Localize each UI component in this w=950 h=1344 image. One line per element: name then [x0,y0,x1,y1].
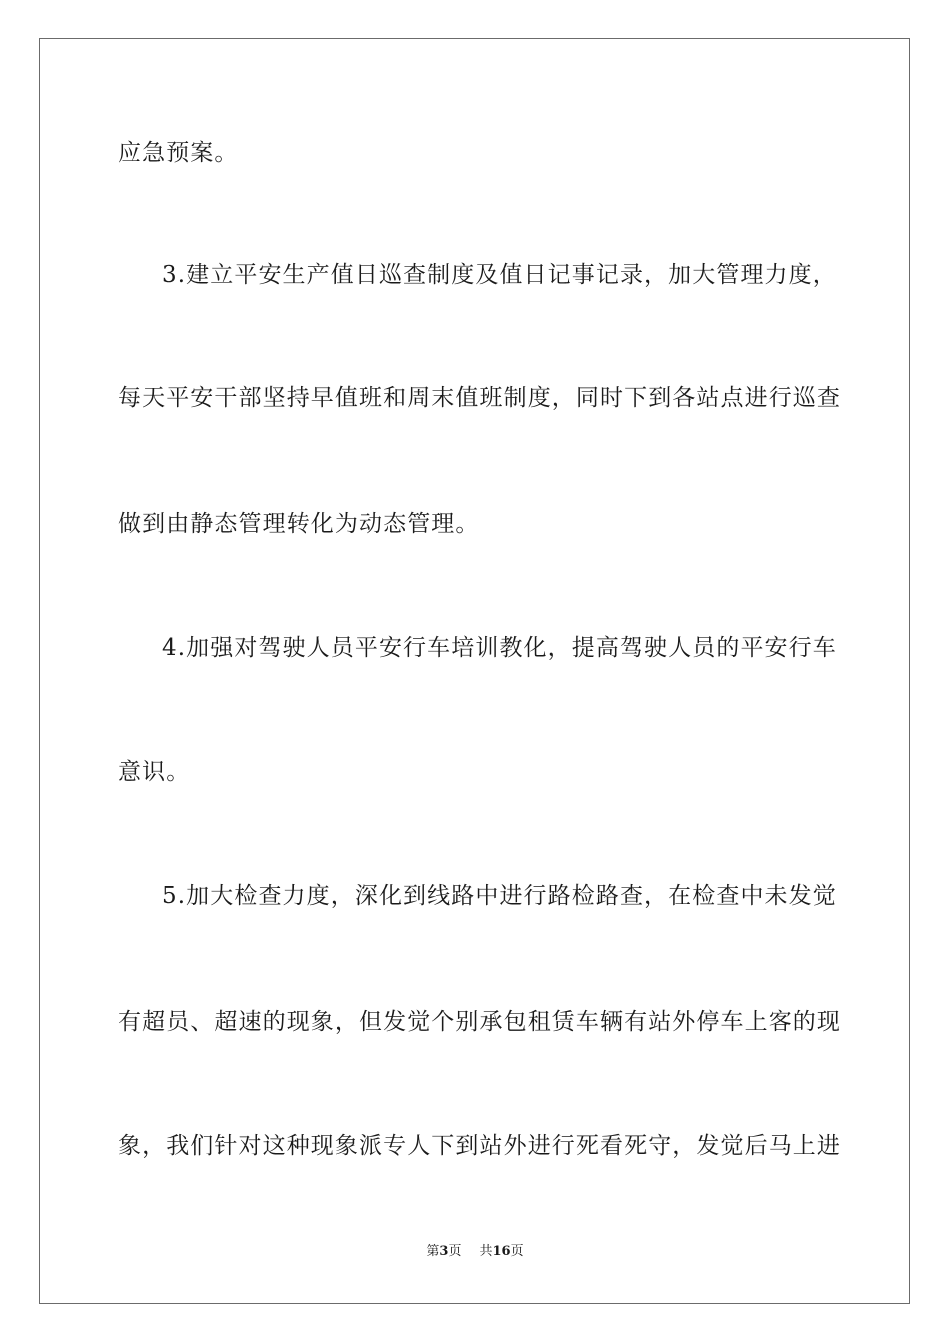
text-line-4: 做到由静态管理转化为动态管理。 [118,511,480,537]
footer-page-prefix: 第 [426,1244,440,1259]
text-line-1: 应急预案。 [118,140,239,166]
page-border [39,38,910,1304]
text-line-9: 象，我们针对这种现象派专人下到站外进行死看死守，发觉后马上进 [118,1133,841,1159]
footer-page-suffix: 页 [448,1244,462,1259]
page-footer [0,1243,950,1261]
text-line-3: 每天平安干部坚持早值班和周末值班制度，同时下到各站点进行巡查 [118,385,841,411]
text-line-7: 5.加大检查力度，深化到线路中进行路检路查，在检查中未发觉 [162,883,837,909]
footer-page-number: 3 [439,1244,449,1259]
text-line-6: 意识。 [118,759,191,785]
footer-total-prefix: 共 [479,1244,493,1259]
text-line-8: 有超员、超速的现象，但发觉个别承包租赁车辆有站外停车上客的现 [118,1009,841,1035]
footer-total-number: 16 [492,1244,511,1259]
text-line-2: 3.建立平安生产值日巡查制度及值日记事记录，加大管理力度， [162,262,837,288]
text-line-5: 4.加强对驾驶人员平安行车培训教化，提高驾驶人员的平安行车 [162,635,837,661]
footer-total-suffix: 页 [510,1244,524,1259]
